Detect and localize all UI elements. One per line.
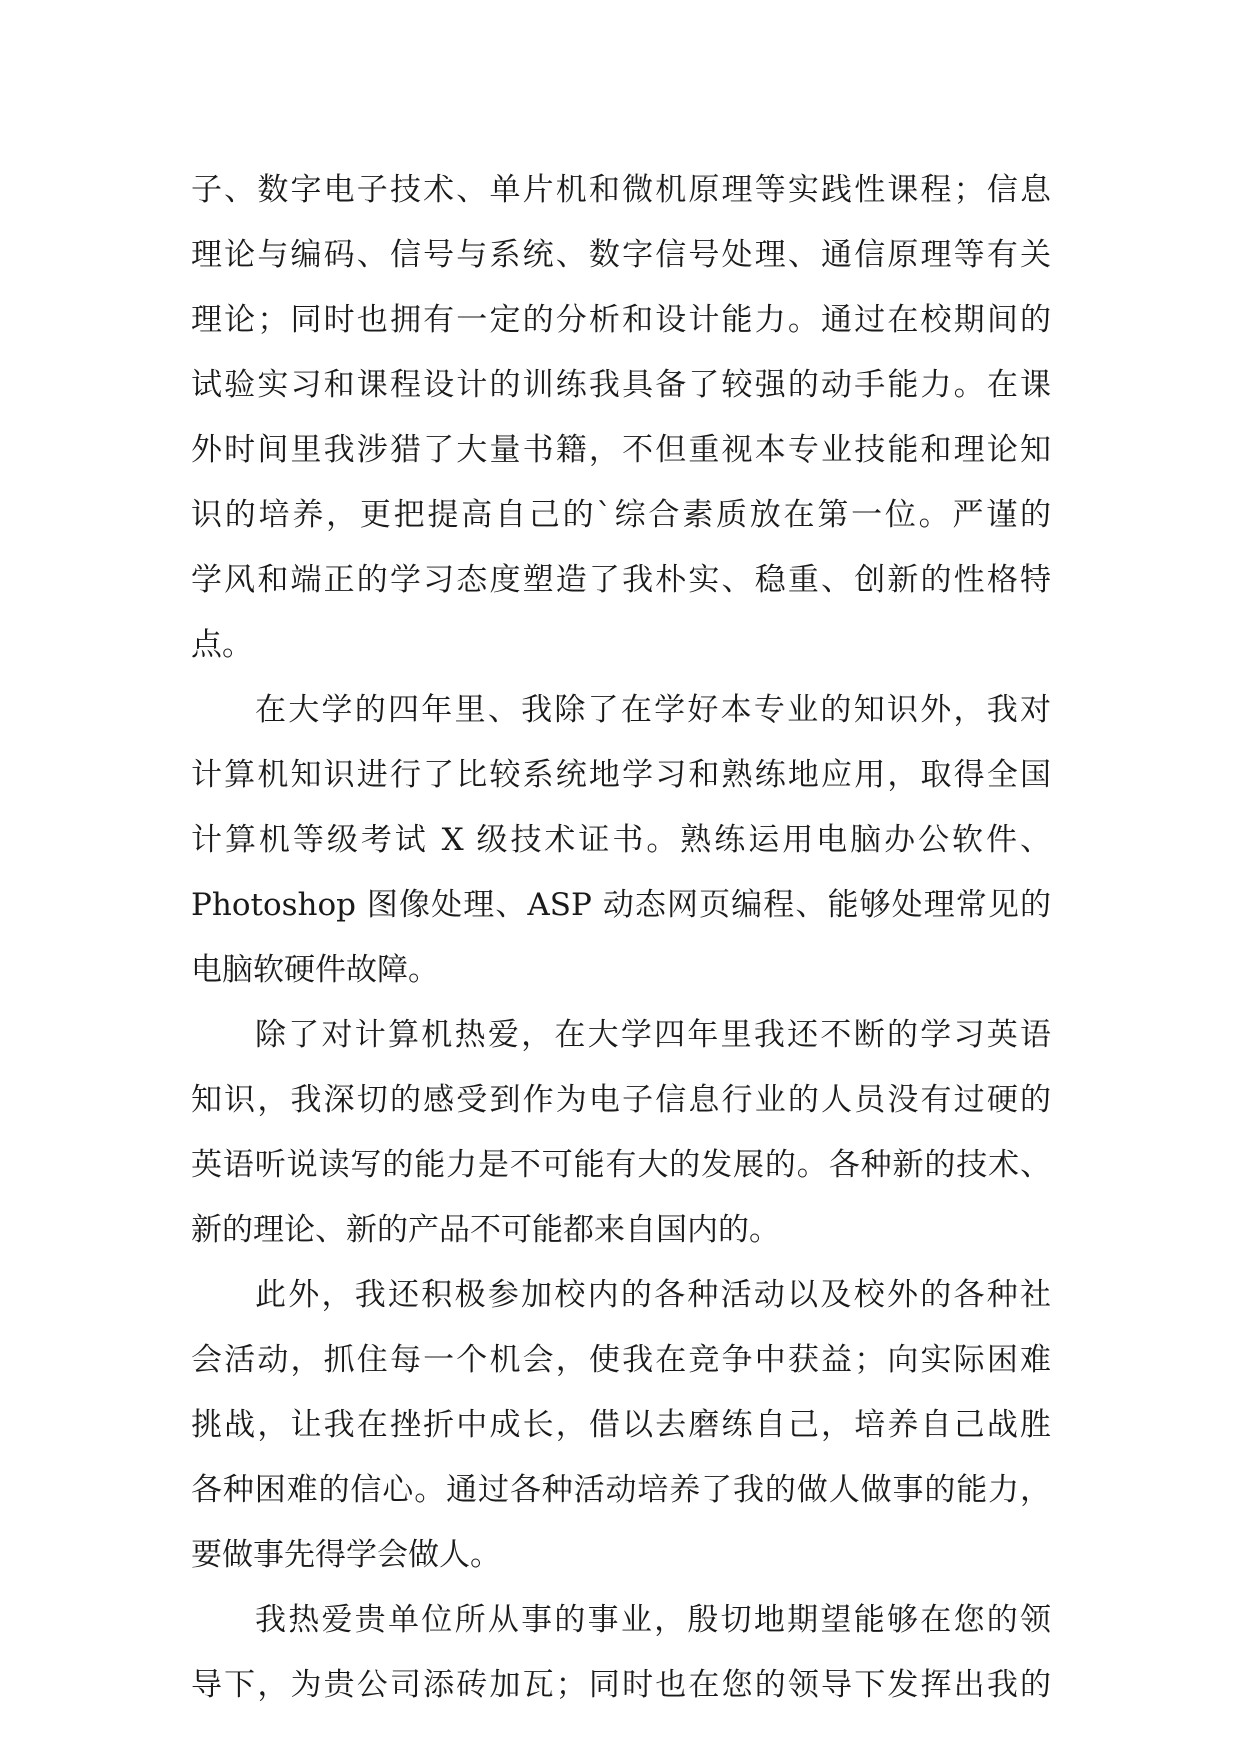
- text-line: 英语听说读写的能力是不可能有大的发展的。各种新的技术、: [191, 1147, 1051, 1183]
- text-line: 识的培养，更把提高自己的`综合素质放在第一位。严谨的: [191, 497, 1051, 533]
- text-line: 理论；同时也拥有一定的分析和设计能力。通过在校期间的: [191, 302, 1051, 338]
- text-line: 会活动，抓住每一个机会，使我在竞争中获益；向实际困难: [191, 1342, 1051, 1378]
- text-line: 知识，我深切的感受到作为电子信息行业的人员没有过硬的: [191, 1082, 1051, 1118]
- text-line: 子、数字电子技术、单片机和微机原理等实践性课程；信息: [191, 172, 1051, 208]
- paragraph-first-line: 在大学的四年里、我除了在学好本专业的知识外，我对: [255, 692, 1051, 728]
- text-line: 各种困难的信心。通过各种活动培养了我的做人做事的能力，: [191, 1472, 1051, 1508]
- paragraph-first-line: 我热爱贵单位所从事的事业，殷切地期望能够在您的领: [255, 1602, 1051, 1638]
- paragraph-first-line: 此外，我还积极参加校内的各种活动以及校外的各种社: [255, 1277, 1051, 1313]
- paragraph-first-line: 除了对计算机热爱，在大学四年里我还不断的学习英语: [255, 1017, 1051, 1053]
- text-line: 理论与编码、信号与系统、数字信号处理、通信原理等有关: [191, 237, 1051, 273]
- text-line: 挑战，让我在挫折中成长，借以去磨练自己，培养自己战胜: [191, 1407, 1051, 1443]
- text-line: 点。: [191, 627, 253, 663]
- text-line: 学风和端正的学习态度塑造了我朴实、稳重、创新的性格特: [191, 562, 1051, 598]
- text-line: 试验实习和课程设计的训练我具备了较强的动手能力。在课: [191, 367, 1051, 403]
- text-line: 导下，为贵公司添砖加瓦；同时也在您的领导下发挥出我的: [191, 1667, 1051, 1703]
- document-body: [191, 158, 1051, 1718]
- text-line: 电脑软硬件故障。: [191, 952, 439, 988]
- text-line: Photoshop 图像处理、ASP 动态网页编程、能够处理常见的: [191, 887, 1051, 923]
- text-line: 计算机知识进行了比较系统地学习和熟练地应用，取得全国: [191, 757, 1051, 793]
- text-line: 计算机等级考试 X 级技术证书。熟练运用电脑办公软件、: [191, 822, 1051, 858]
- text-line: 外时间里我涉猎了大量书籍，不但重视本专业技能和理论知: [191, 432, 1051, 468]
- text-line: 新的理论、新的产品不可能都来自国内的。: [191, 1212, 780, 1248]
- text-line: 要做事先得学会做人。: [191, 1537, 501, 1573]
